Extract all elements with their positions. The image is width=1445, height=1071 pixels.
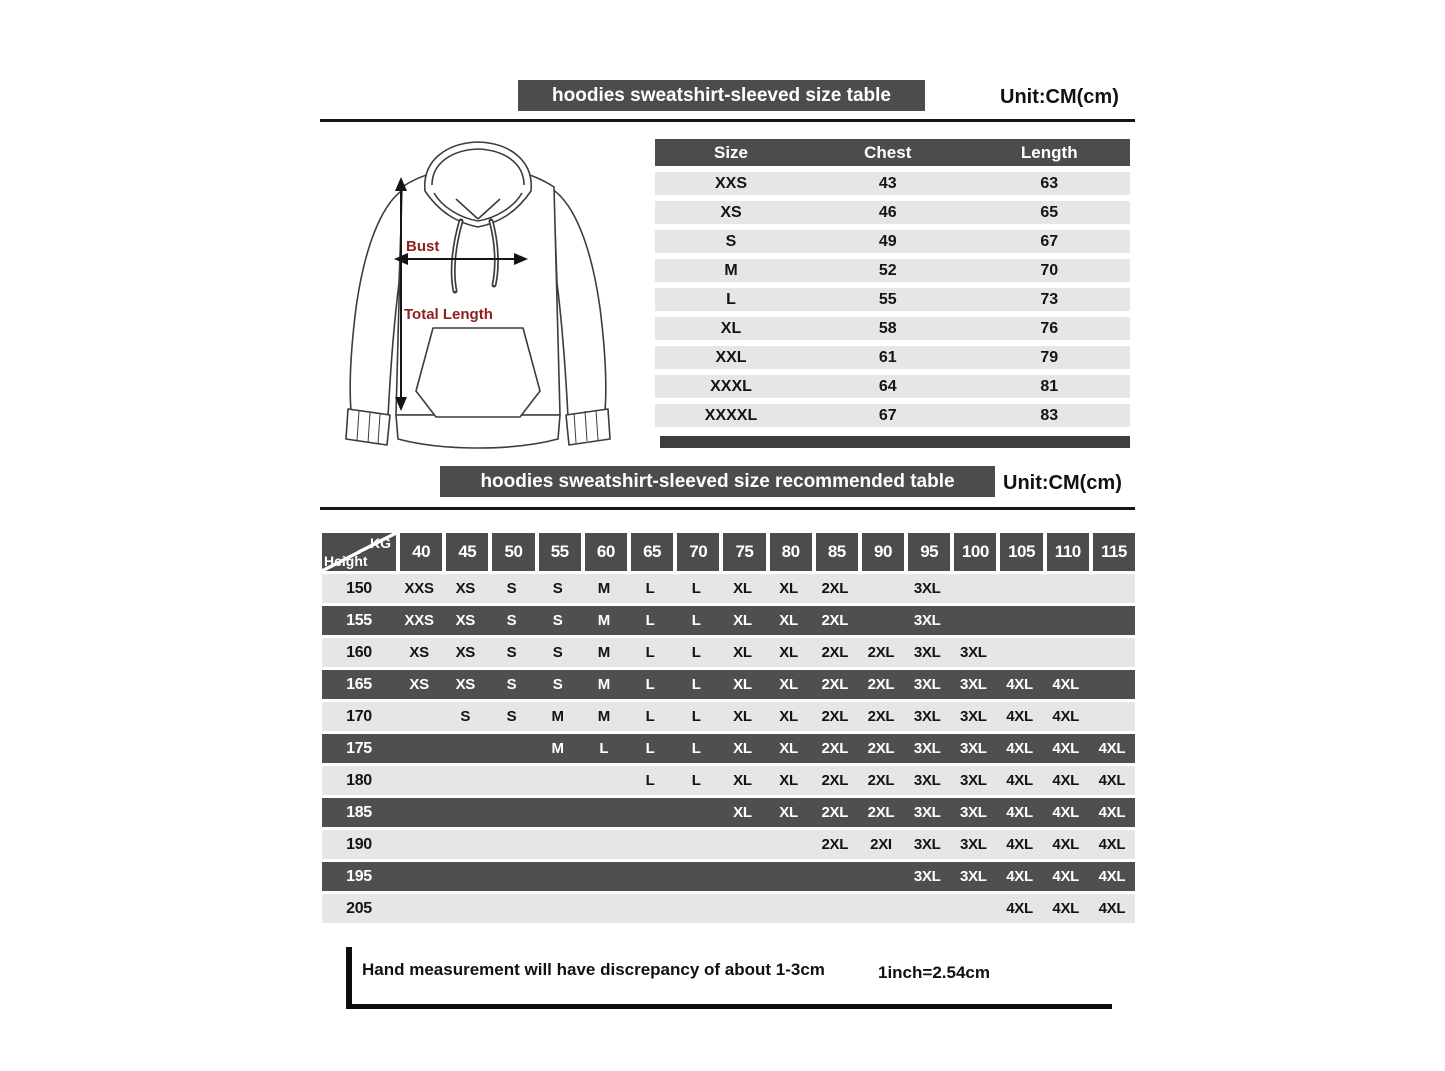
size-cell <box>627 798 673 827</box>
size-cell: 3XL <box>904 798 950 827</box>
size-cell: 2XL <box>858 798 904 827</box>
size-cell: XS <box>442 670 488 699</box>
size-cell <box>858 606 904 635</box>
recommendation-row <box>322 766 1135 795</box>
size-cell: S <box>488 638 534 667</box>
weight-column-header: 95 <box>904 533 950 571</box>
size-cell: XXS <box>396 606 442 635</box>
size-cell: XS <box>442 638 488 667</box>
divider-line-bottom <box>320 507 1135 510</box>
size-cell <box>673 798 719 827</box>
size-cell: L <box>581 734 627 763</box>
size-cell <box>812 894 858 923</box>
size-cell: L <box>627 606 673 635</box>
size-cell <box>442 734 488 763</box>
size-cell: XS <box>442 574 488 603</box>
weight-column-header: 75 <box>719 533 765 571</box>
size-table-row <box>655 317 1130 340</box>
size-cell: 4XL <box>996 766 1042 795</box>
size-cell <box>488 766 534 795</box>
size-cell: XL <box>719 638 765 667</box>
weight-column-header: 55 <box>535 533 581 571</box>
size-cell <box>719 894 765 923</box>
size-cell: 3XL <box>950 702 996 731</box>
length-value: 83 <box>969 404 1131 427</box>
height-value: 185 <box>322 798 396 827</box>
length-value: 79 <box>969 346 1131 369</box>
size-cell: XL <box>719 734 765 763</box>
size-cell: 2XL <box>812 670 858 699</box>
weight-column-header: 90 <box>858 533 904 571</box>
size-cell: 2XL <box>858 734 904 763</box>
hoodie-diagram <box>328 133 616 459</box>
size-cell: 2XL <box>812 766 858 795</box>
size-cell <box>581 766 627 795</box>
length-value: 67 <box>969 230 1131 253</box>
size-cell: XL <box>719 766 765 795</box>
size-cell: 2XL <box>812 702 858 731</box>
size-cell: 4XL <box>996 894 1042 923</box>
weight-column-header: 70 <box>673 533 719 571</box>
size-cell <box>1089 606 1135 635</box>
size-cell <box>488 894 534 923</box>
height-value: 155 <box>322 606 396 635</box>
chest-value: 55 <box>807 288 969 311</box>
weight-column-header: 50 <box>488 533 534 571</box>
size-cell <box>996 638 1042 667</box>
size-cell: L <box>627 734 673 763</box>
col-header-chest: Chest <box>807 139 969 166</box>
size-cell: XS <box>442 606 488 635</box>
recommendation-row <box>322 670 1135 699</box>
chest-value: 52 <box>807 259 969 282</box>
size-cell: L <box>673 638 719 667</box>
size-cell: XXS <box>396 574 442 603</box>
size-table-title-bar <box>518 80 925 111</box>
height-value: 180 <box>322 766 396 795</box>
size-cell <box>442 862 488 891</box>
size-cell <box>535 766 581 795</box>
size-cell: 4XL <box>1043 766 1089 795</box>
footer-left-bar <box>346 947 352 1007</box>
size-cell: XL <box>766 670 812 699</box>
size-cell: S <box>442 702 488 731</box>
size-cell: 4XL <box>1089 766 1135 795</box>
weight-column-header: 45 <box>442 533 488 571</box>
size-cell: L <box>627 638 673 667</box>
size-cell: XL <box>719 702 765 731</box>
size-cell <box>581 894 627 923</box>
size-cell: 4XL <box>1089 830 1135 859</box>
length-value: 76 <box>969 317 1131 340</box>
size-cell: 3XL <box>904 670 950 699</box>
height-label: Height <box>324 553 368 569</box>
size-cell <box>858 862 904 891</box>
size-cell: XL <box>766 638 812 667</box>
recommendation-table <box>322 530 1135 926</box>
size-cell: M <box>535 702 581 731</box>
size-cell <box>396 798 442 827</box>
size-cell <box>766 894 812 923</box>
weight-column-header: 85 <box>812 533 858 571</box>
size-cell: 4XL <box>1089 798 1135 827</box>
size-cell <box>535 862 581 891</box>
size-cell: 4XL <box>1043 798 1089 827</box>
size-table-row <box>655 201 1130 224</box>
size-value: XXL <box>655 346 807 369</box>
size-cell <box>396 702 442 731</box>
chest-value: 58 <box>807 317 969 340</box>
size-cell <box>1043 606 1089 635</box>
size-table-row <box>655 259 1130 282</box>
size-cell: 2XL <box>858 766 904 795</box>
size-cell: 4XL <box>996 702 1042 731</box>
reco-table-title: hoodies sweatshirt-sleeved size recommended table <box>480 470 955 492</box>
size-cell: 4XL <box>1089 894 1135 923</box>
size-cell <box>581 830 627 859</box>
size-cell: 4XL <box>1043 830 1089 859</box>
size-cell <box>1043 574 1089 603</box>
col-header-length: Length <box>969 139 1131 166</box>
size-cell: 3XL <box>904 766 950 795</box>
size-cell: XL <box>766 702 812 731</box>
size-cell: 3XL <box>904 638 950 667</box>
size-cell <box>442 894 488 923</box>
size-value: XL <box>655 317 807 340</box>
size-cell: XL <box>719 606 765 635</box>
size-cell: 3XL <box>904 606 950 635</box>
size-cell: M <box>581 638 627 667</box>
size-cell: 3XL <box>950 830 996 859</box>
size-cell <box>673 830 719 859</box>
size-table-title: hoodies sweatshirt-sleeved size table <box>552 84 891 106</box>
size-cell: 4XL <box>996 734 1042 763</box>
size-cell <box>396 894 442 923</box>
size-cell <box>950 894 996 923</box>
size-cell: 2XI <box>858 830 904 859</box>
size-table-row <box>655 346 1130 369</box>
size-cell <box>719 862 765 891</box>
chest-value: 61 <box>807 346 969 369</box>
size-cell <box>766 862 812 891</box>
size-cell: 3XL <box>904 862 950 891</box>
size-cell <box>673 894 719 923</box>
size-cell <box>442 798 488 827</box>
size-cell: L <box>627 670 673 699</box>
kg-label: KG <box>370 535 391 551</box>
chest-value: 43 <box>807 172 969 195</box>
size-cell <box>627 862 673 891</box>
size-cell: 2XL <box>858 638 904 667</box>
size-cell: 3XL <box>950 798 996 827</box>
size-cell <box>1043 638 1089 667</box>
size-cell: L <box>673 606 719 635</box>
height-value: 195 <box>322 862 396 891</box>
size-cell: 3XL <box>950 862 996 891</box>
unit-label-top: Unit:CM(cm) <box>1000 86 1119 108</box>
size-cell: M <box>581 702 627 731</box>
size-table-bottom-bar <box>660 436 1130 448</box>
recommendation-row <box>322 830 1135 859</box>
height-value: 175 <box>322 734 396 763</box>
size-cell: 3XL <box>904 830 950 859</box>
size-cell: 4XL <box>996 670 1042 699</box>
size-cell: L <box>627 766 673 795</box>
size-cell <box>673 862 719 891</box>
size-cell <box>1089 702 1135 731</box>
size-cell: 4XL <box>1089 862 1135 891</box>
footer-bottom-line <box>346 1004 1112 1009</box>
size-cell <box>950 574 996 603</box>
total-length-label: Total Length <box>404 306 493 323</box>
length-value: 70 <box>969 259 1131 282</box>
kg-height-corner-cell <box>322 533 396 571</box>
height-value: 160 <box>322 638 396 667</box>
chest-value: 64 <box>807 375 969 398</box>
size-cell: S <box>488 702 534 731</box>
size-value: XXXXL <box>655 404 807 427</box>
height-value: 165 <box>322 670 396 699</box>
hem-band <box>396 415 560 448</box>
size-cell: S <box>488 574 534 603</box>
size-cell: XL <box>766 574 812 603</box>
size-cell: L <box>627 702 673 731</box>
size-cell: 4XL <box>1043 862 1089 891</box>
size-cell <box>488 862 534 891</box>
size-cell: S <box>535 638 581 667</box>
size-cell: 3XL <box>950 766 996 795</box>
size-table-header-row <box>655 139 1130 166</box>
size-cell <box>581 798 627 827</box>
length-value: 73 <box>969 288 1131 311</box>
size-cell <box>396 734 442 763</box>
weight-column-header: 105 <box>996 533 1042 571</box>
size-cell <box>1089 670 1135 699</box>
size-cell: 4XL <box>996 862 1042 891</box>
weight-header-row <box>322 533 1135 571</box>
weight-column-header: 65 <box>627 533 673 571</box>
size-value: XXS <box>655 172 807 195</box>
size-cell: 2XL <box>858 670 904 699</box>
size-cell: 4XL <box>1043 734 1089 763</box>
size-cell: 2XL <box>812 798 858 827</box>
size-cell: L <box>673 766 719 795</box>
size-cell: M <box>581 606 627 635</box>
size-cell: 4XL <box>1043 894 1089 923</box>
inch-conversion: 1inch=2.54cm <box>878 963 990 982</box>
height-value: 150 <box>322 574 396 603</box>
size-cell: 4XL <box>1043 702 1089 731</box>
bust-label: Bust <box>406 238 440 255</box>
size-value: L <box>655 288 807 311</box>
size-cell <box>396 830 442 859</box>
size-table-row <box>655 172 1130 195</box>
size-cell <box>488 830 534 859</box>
size-cell <box>442 830 488 859</box>
kangaroo-pocket <box>416 328 540 417</box>
size-cell <box>812 862 858 891</box>
size-cell <box>858 894 904 923</box>
size-cell <box>581 862 627 891</box>
recommendation-row <box>322 638 1135 667</box>
recommendation-row <box>322 894 1135 923</box>
size-cell: XL <box>719 798 765 827</box>
size-cell: XL <box>766 734 812 763</box>
size-cell <box>535 798 581 827</box>
unit-label-bottom: Unit:CM(cm) <box>1003 472 1122 494</box>
size-table-row <box>655 404 1130 427</box>
size-cell: S <box>535 670 581 699</box>
size-cell: XL <box>766 766 812 795</box>
size-cell <box>488 798 534 827</box>
size-cell <box>1089 638 1135 667</box>
size-cell: 4XL <box>996 830 1042 859</box>
size-cell: L <box>673 670 719 699</box>
weight-column-header: 110 <box>1043 533 1089 571</box>
size-cell <box>1089 574 1135 603</box>
size-cell: 3XL <box>950 670 996 699</box>
chest-value: 49 <box>807 230 969 253</box>
size-table-row <box>655 375 1130 398</box>
height-value: 190 <box>322 830 396 859</box>
size-cell: L <box>673 702 719 731</box>
recommendation-row <box>322 606 1135 635</box>
size-value: M <box>655 259 807 282</box>
size-cell: 4XL <box>1089 734 1135 763</box>
size-cell: 3XL <box>950 734 996 763</box>
size-cell <box>719 830 765 859</box>
size-cell: 2XL <box>858 702 904 731</box>
size-value: S <box>655 230 807 253</box>
size-cell <box>996 606 1042 635</box>
height-value: 205 <box>322 894 396 923</box>
size-cell: 3XL <box>904 574 950 603</box>
recommendation-row <box>322 862 1135 891</box>
chest-value: 67 <box>807 404 969 427</box>
size-cell <box>535 830 581 859</box>
size-cell <box>396 862 442 891</box>
size-cell <box>442 766 488 795</box>
size-cell: XS <box>396 670 442 699</box>
size-cell: 2XL <box>812 830 858 859</box>
size-cell <box>950 606 996 635</box>
size-cell: XL <box>766 798 812 827</box>
size-cell: 3XL <box>904 702 950 731</box>
weight-column-header: 115 <box>1089 533 1135 571</box>
length-value: 65 <box>969 201 1131 224</box>
size-cell <box>858 574 904 603</box>
length-value: 81 <box>969 375 1131 398</box>
size-cell <box>535 894 581 923</box>
size-cell: S <box>535 606 581 635</box>
size-cell: 3XL <box>904 734 950 763</box>
weight-column-header: 80 <box>766 533 812 571</box>
recommendation-row <box>322 798 1135 827</box>
recommendation-row <box>322 702 1135 731</box>
size-table-row <box>655 230 1130 253</box>
right-cuff <box>566 409 610 445</box>
size-cell: 4XL <box>996 798 1042 827</box>
size-table <box>655 133 1130 433</box>
size-cell: L <box>673 734 719 763</box>
size-cell: L <box>627 574 673 603</box>
size-cell: S <box>488 670 534 699</box>
measurement-note: Hand measurement will have discrepancy of about 1-3cm <box>362 960 825 979</box>
height-value: 170 <box>322 702 396 731</box>
divider-line-top <box>320 119 1135 122</box>
length-value: 63 <box>969 172 1131 195</box>
size-cell <box>488 734 534 763</box>
size-cell <box>627 830 673 859</box>
size-cell: M <box>535 734 581 763</box>
recommendation-row <box>322 734 1135 763</box>
size-cell: 2XL <box>812 638 858 667</box>
size-cell: 2XL <box>812 574 858 603</box>
chart-content <box>320 0 1135 1071</box>
size-cell: 2XL <box>812 606 858 635</box>
size-cell: M <box>581 574 627 603</box>
size-cell <box>996 574 1042 603</box>
size-cell: 2XL <box>812 734 858 763</box>
chest-value: 46 <box>807 201 969 224</box>
size-cell: M <box>581 670 627 699</box>
size-cell <box>627 894 673 923</box>
weight-column-header: 40 <box>396 533 442 571</box>
size-cell: 3XL <box>950 638 996 667</box>
size-cell: 4XL <box>1043 670 1089 699</box>
size-cell <box>396 766 442 795</box>
recommendation-row <box>322 574 1135 603</box>
reco-table-title-bar <box>440 466 995 497</box>
size-cell: XL <box>766 606 812 635</box>
size-cell: XL <box>719 670 765 699</box>
size-cell: L <box>673 574 719 603</box>
size-cell <box>904 894 950 923</box>
size-cell: S <box>488 606 534 635</box>
size-cell <box>766 830 812 859</box>
size-table-row <box>655 288 1130 311</box>
size-cell: XS <box>396 638 442 667</box>
weight-column-header: 100 <box>950 533 996 571</box>
col-header-size: Size <box>655 139 807 166</box>
weight-column-header: 60 <box>581 533 627 571</box>
size-value: XXXL <box>655 375 807 398</box>
size-cell: S <box>535 574 581 603</box>
size-cell: XL <box>719 574 765 603</box>
size-value: XS <box>655 201 807 224</box>
